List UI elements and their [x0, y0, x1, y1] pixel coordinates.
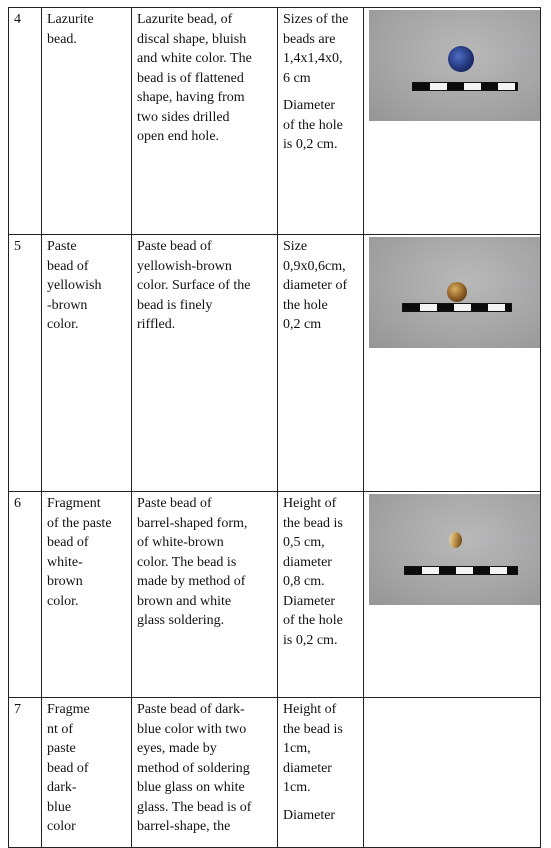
row-number: 7 [9, 698, 42, 848]
table-row [9, 235, 541, 492]
item-sizes: Height of the bead is 0,5 cm, diameter 0,8 cm. Diameter of the hole is 0,2 cm. [278, 492, 364, 698]
row-number: 4 [9, 8, 42, 235]
yellowish-brown-bead-image [447, 282, 467, 302]
item-description: Lazurite bead, of discal shape, bluish and white color. The bead is of flattened shape, having from two sides drilled open end hole. [132, 8, 278, 235]
item-name: Paste bead of yellowish -brown color. [42, 235, 132, 492]
item-photo-cell-empty [364, 698, 541, 848]
item-name: Fragment of the paste bead of white- brown color. [42, 492, 132, 698]
scale-bar [402, 303, 512, 312]
table-row [9, 8, 541, 235]
item-description: Paste bead of yellowish-brown color. Surface of the bead is finely riffled. [132, 235, 278, 492]
item-name: Fragme nt of paste bead of dark- blue color [42, 698, 132, 848]
bead-photo-white-brown [369, 494, 541, 605]
catalog-page [8, 7, 540, 848]
bead-photo-brown [369, 237, 541, 348]
item-sizes: Height of the bead is 1cm, diameter 1cm. Diameter [278, 698, 364, 848]
table-row [9, 698, 541, 848]
item-sizes: Size 0,9x0,6cm, diameter of the hole 0,2 cm [278, 235, 364, 492]
item-description: Paste bead of barrel-shaped form, of white-brown color. The bead is made by method of brown and white glass soldering. [132, 492, 278, 698]
row-number: 6 [9, 492, 42, 698]
table-row [9, 492, 541, 698]
row-number: 5 [9, 235, 42, 492]
bead-catalog-table [8, 7, 541, 848]
lazurite-bead-image [448, 46, 474, 72]
item-sizes: Sizes of the beads are 1,4x1,4x0, 6 cm Diameter of the hole is 0,2 cm. [278, 8, 364, 235]
bead-photo-blue [369, 10, 541, 121]
white-brown-bead-image [449, 532, 462, 548]
scale-bar [412, 82, 518, 91]
scale-bar [404, 566, 518, 575]
item-description: Paste bead of dark- blue color with two eyes, made by method of soldering blue glass on white glass. The bead is of barrel-shape, the [132, 698, 278, 848]
item-photo-cell [364, 235, 541, 492]
item-photo-cell [364, 8, 541, 235]
item-name: Lazurite bead. [42, 8, 132, 235]
item-photo-cell [364, 492, 541, 698]
